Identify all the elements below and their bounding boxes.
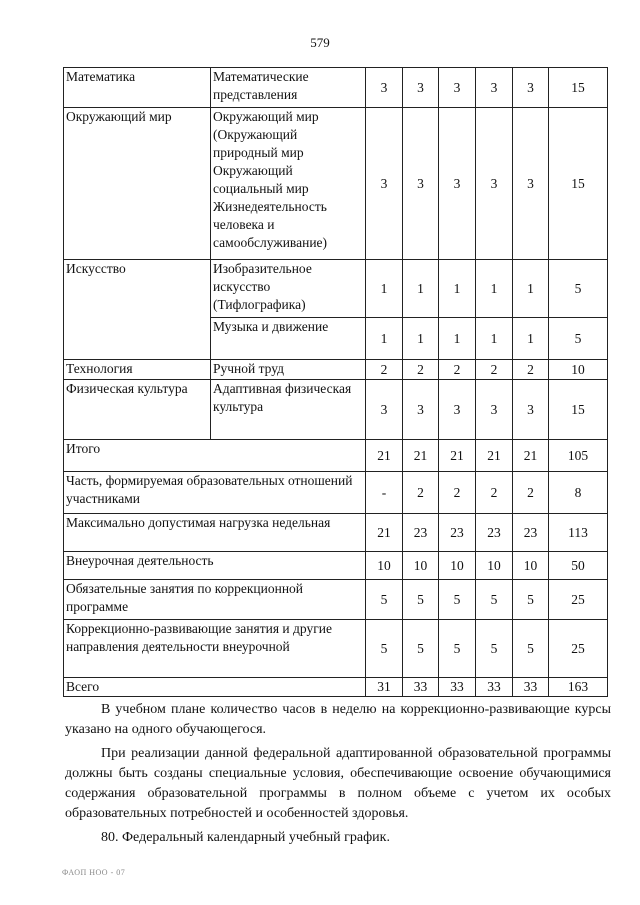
total-cell: 15 [549, 380, 608, 440]
subject-cell: Математические представления [211, 68, 366, 108]
total-cell: 5 [549, 318, 608, 360]
value-cell: 3 [476, 380, 513, 440]
value-cell: 5 [439, 620, 476, 678]
value-cell: 21 [366, 440, 403, 472]
total-cell: 105 [549, 440, 608, 472]
table-row [64, 68, 608, 108]
value-cell: 2 [439, 360, 476, 380]
value-cell: 1 [403, 318, 439, 360]
subject-cell: Музыка и движение [211, 318, 366, 360]
table-row [64, 260, 608, 318]
table-row [64, 552, 608, 580]
page-number: 579 [310, 35, 330, 50]
summary-label: Обязательные занятия по коррекционной программе [64, 580, 366, 620]
summary-label: Итого [64, 440, 366, 472]
value-cell: 1 [403, 260, 439, 318]
table-row [64, 360, 608, 380]
value-cell: 2 [439, 472, 476, 514]
value-cell: 21 [476, 440, 513, 472]
area-cell: Математика [64, 68, 211, 108]
value-cell: 10 [439, 552, 476, 580]
value-cell: 33 [476, 678, 513, 697]
value-cell: 33 [403, 678, 439, 697]
value-cell: 5 [439, 580, 476, 620]
value-cell: 5 [476, 580, 513, 620]
value-cell: 5 [513, 620, 549, 678]
subject-cell: Ручной труд [211, 360, 366, 380]
value-cell: 10 [403, 552, 439, 580]
value-cell: 3 [403, 108, 439, 260]
value-cell: 1 [513, 318, 549, 360]
value-cell: 23 [439, 514, 476, 552]
value-cell: 3 [403, 380, 439, 440]
area-cell: Физическая культура [64, 380, 211, 440]
table-row [64, 108, 608, 260]
footer-mark: ФАОП НОО - 07 [62, 868, 126, 877]
value-cell: 3 [513, 380, 549, 440]
total-cell: 8 [549, 472, 608, 514]
table-row [64, 380, 608, 440]
value-cell: 1 [513, 260, 549, 318]
value-cell: 3 [513, 68, 549, 108]
value-cell: 1 [366, 318, 403, 360]
paragraph: В учебном плане количество часов в неделю на коррекционно-развивающие курсы указано на одного обучающегося. [65, 702, 611, 737]
value-cell: 23 [403, 514, 439, 552]
value-cell: 23 [476, 514, 513, 552]
value-cell: 3 [476, 108, 513, 260]
value-cell: 21 [403, 440, 439, 472]
summary-label: Внеурочная деятельность [64, 552, 366, 580]
area-cell: Технология [64, 360, 211, 380]
value-cell: 1 [366, 260, 403, 318]
total-cell: 163 [549, 678, 608, 697]
total-cell: 113 [549, 514, 608, 552]
value-cell: 33 [439, 678, 476, 697]
value-cell: - [366, 472, 403, 514]
value-cell: 5 [476, 620, 513, 678]
value-cell: 21 [513, 440, 549, 472]
value-cell: 2 [403, 360, 439, 380]
value-cell: 3 [366, 108, 403, 260]
value-cell: 1 [439, 318, 476, 360]
subject-cell: Окружающий мир (Окружающий природный мир Окружающий социальный мир Жизнедеятельность человека и самообслуживание) [211, 108, 366, 260]
value-cell: 23 [513, 514, 549, 552]
value-cell: 2 [366, 360, 403, 380]
value-cell: 5 [403, 620, 439, 678]
value-cell: 2 [513, 472, 549, 514]
value-cell: 3 [366, 380, 403, 440]
subject-cell: Адаптивная физическая культура [211, 380, 366, 440]
value-cell: 5 [513, 580, 549, 620]
paragraph: При реализации данной федеральной адаптированной образовательной программы должны быть созданы специальные условия, обеспечивающие освоение обучающимися содержания образовательной программы в полном объеме с учетом их особых образовательных потребностей и особенностей здоровья. [65, 746, 611, 821]
value-cell: 3 [476, 68, 513, 108]
table-row [64, 678, 608, 697]
value-cell: 3 [513, 108, 549, 260]
area-cell: Искусство [64, 260, 211, 360]
table-row [64, 620, 608, 678]
value-cell: 3 [439, 68, 476, 108]
value-cell: 2 [403, 472, 439, 514]
value-cell: 2 [476, 472, 513, 514]
summary-label: Всего [64, 678, 366, 697]
value-cell: 5 [366, 620, 403, 678]
table-row [64, 580, 608, 620]
total-cell: 50 [549, 552, 608, 580]
value-cell: 10 [476, 552, 513, 580]
value-cell: 2 [476, 360, 513, 380]
value-cell: 5 [366, 580, 403, 620]
value-cell: 1 [476, 318, 513, 360]
value-cell: 1 [476, 260, 513, 318]
value-cell: 3 [403, 68, 439, 108]
table-row [64, 514, 608, 552]
value-cell: 3 [439, 108, 476, 260]
total-cell: 15 [549, 108, 608, 260]
table-row [64, 472, 608, 514]
total-cell: 25 [549, 620, 608, 678]
curriculum-table [63, 67, 608, 697]
value-cell: 3 [366, 68, 403, 108]
total-cell: 10 [549, 360, 608, 380]
total-cell: 5 [549, 260, 608, 318]
total-cell: 25 [549, 580, 608, 620]
value-cell: 5 [403, 580, 439, 620]
table-row [64, 440, 608, 472]
body-text [65, 700, 611, 852]
section-heading: 80. Федеральный календарный учебный график. [101, 830, 390, 845]
area-cell: Окружающий мир [64, 108, 211, 260]
value-cell: 2 [513, 360, 549, 380]
value-cell: 10 [366, 552, 403, 580]
value-cell: 21 [366, 514, 403, 552]
summary-label: Максимально допустимая нагрузка недельная [64, 514, 366, 552]
value-cell: 31 [366, 678, 403, 697]
value-cell: 10 [513, 552, 549, 580]
value-cell: 21 [439, 440, 476, 472]
value-cell: 33 [513, 678, 549, 697]
value-cell: 3 [439, 380, 476, 440]
summary-label: Часть, формируемая образовательных отношений участниками [64, 472, 366, 514]
value-cell: 1 [439, 260, 476, 318]
summary-label: Коррекционно-развивающие занятия и другие направления деятельности внеурочной [64, 620, 366, 678]
subject-cell: Изобразительное искусство (Тифлографика) [211, 260, 366, 318]
total-cell: 15 [549, 68, 608, 108]
